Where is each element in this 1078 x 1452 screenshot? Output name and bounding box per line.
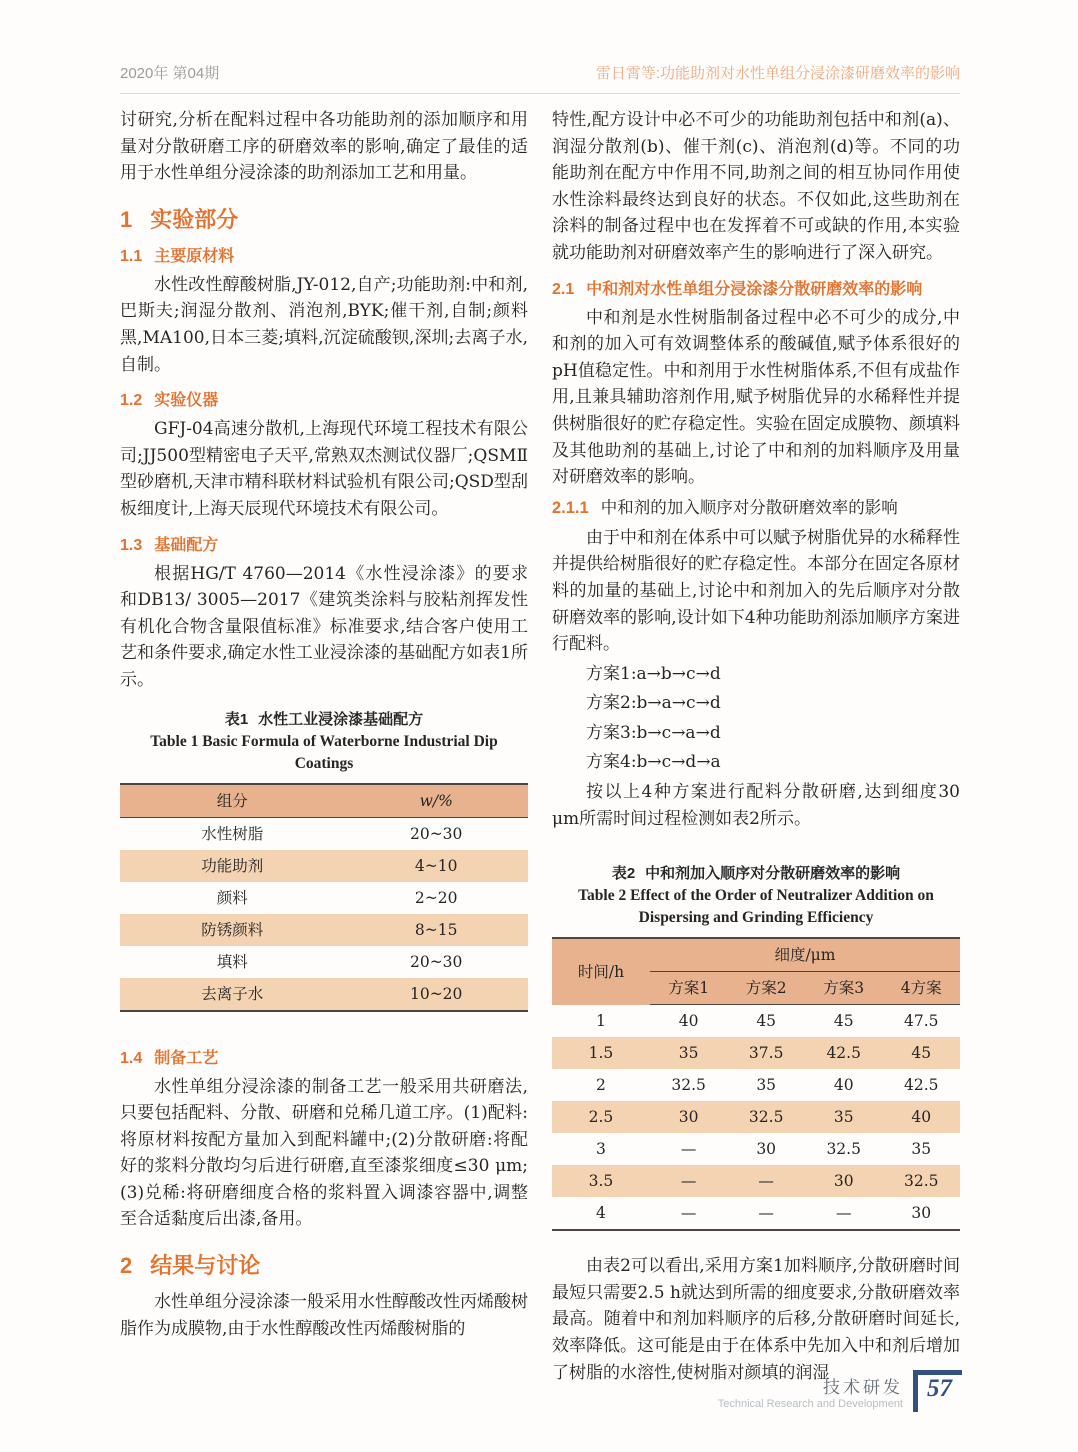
section-number: 2 (120, 1253, 133, 1279)
section-1-3-heading (120, 532, 528, 555)
footer-labels (718, 1370, 903, 1412)
right-column (552, 107, 960, 1386)
formula-paragraph: 根据HG/T 4760—2014《水性浸涂漆》的要求和DB13/ 3005—2017《建筑类涂料与胶粘剂挥发性有机化合物含量限值标准》标准要求,结合客户使用工艺和条件要求,确定水性工业浸涂漆的基础配方如表1所示。 (120, 563, 528, 690)
section-number: 2.1 (552, 280, 575, 298)
table-row (552, 1069, 960, 1101)
section-1-4-heading (120, 1045, 528, 1068)
table2-col-time: 时间/h (552, 938, 650, 1005)
section-title: 中和剂的加入顺序对分散研磨效率的影响 (600, 497, 898, 517)
table-row (120, 850, 528, 882)
results-intro-paragraph: 水性单组分浸涂漆一般采用水性醇酸改性丙烯酸树脂作为成膜物,由于水性醇酸改性丙烯酸树脂的 (120, 1292, 528, 1339)
cell-value: 30 (756, 1140, 777, 1159)
cell-w: 8~15 (344, 914, 528, 946)
section-number: 1.1 (120, 247, 143, 265)
cell-component: 去离子水 (120, 978, 344, 1011)
section-title: 主要原材料 (154, 247, 235, 265)
cell-w: 20~30 (409, 824, 463, 843)
cell-component: 填料 (216, 952, 248, 971)
section-1-2-heading (120, 387, 528, 410)
table1-col-w: w/% (344, 784, 528, 818)
table1-caption-en-line1: Table 1 Basic Formula of Waterborne Industrial Dip (150, 732, 498, 750)
cell-value: 35 (650, 1037, 728, 1069)
cell-time: 1.5 (552, 1037, 650, 1069)
order-paragraph: 由于中和剂在体系中可以赋予树脂优异的水稀释性并提供给树脂很好的贮存稳定性。本部分在固定各原材料的加量的基础上,讨论中和剂加入的先后顺序对分散研磨效率的影响,设计如下4种功能助剂添加顺序方案进行配料。 (552, 527, 960, 655)
table2-number: 表2 (611, 865, 636, 883)
table1-caption-en-line2: Coatings (294, 754, 354, 772)
cell-value: 45 (833, 1012, 854, 1031)
table2-col-scheme1: 方案1 (650, 972, 728, 1005)
cell-value: 40 (678, 1012, 699, 1031)
section-number: 2.1.1 (552, 498, 589, 517)
section-number: 1.2 (120, 392, 143, 410)
table-row (120, 978, 528, 1011)
cell-component: 水性树脂 (201, 824, 264, 843)
cell-value: — (650, 1165, 728, 1197)
page-number: 57 (913, 1370, 962, 1412)
materials-paragraph: 水性改性醇酸树脂,JY-012,自产;功能助剂:中和剂,巴斯夫;润湿分散剂、消泡剂,BYK;催干剂,自制;颜料黑,MA100,日本三菱;填料,沉淀硫酸钡,深圳;去离子水,自制。 (120, 274, 528, 375)
cell-value: — (680, 1204, 697, 1223)
section-title: 中和剂对水性单组分浸涂漆分散研磨效率的影响 (586, 280, 923, 298)
issue-label: 2020年 第04期 (120, 65, 220, 82)
table1-basic-formula (120, 783, 528, 1012)
table-row (120, 817, 528, 850)
cell-value: 30 (911, 1204, 932, 1223)
spacer (120, 1012, 528, 1036)
table2-col-scheme2: 方案2 (727, 972, 805, 1005)
cell-value: 45 (882, 1037, 960, 1069)
cell-time: 1 (596, 1012, 606, 1030)
scheme-1: 方案1:a→b→c→d (586, 663, 721, 684)
table2-col-scheme3: 方案3 (805, 972, 883, 1005)
section-number: 1 (120, 206, 133, 232)
cell-value: 35 (805, 1101, 883, 1133)
section-2-heading (120, 1249, 528, 1280)
cell-component: 防锈颜料 (120, 914, 344, 946)
cell-value: 40 (882, 1101, 960, 1133)
spacer (552, 1231, 960, 1253)
cell-value: 35 (911, 1140, 932, 1159)
cell-w: 2~20 (414, 888, 458, 907)
cell-value: 32.5 (727, 1101, 805, 1133)
cell-value: 35 (756, 1076, 777, 1095)
cell-component: 功能助剂 (120, 850, 344, 882)
cell-value: — (680, 1140, 697, 1159)
section-title: 制备工艺 (154, 1049, 219, 1067)
table1-caption-zh (120, 708, 528, 729)
table1-number: 表1 (224, 710, 249, 728)
cell-time: 3.5 (552, 1165, 650, 1197)
section-2-1-1-heading (552, 495, 960, 521)
cell-value: 32.5 (882, 1165, 960, 1197)
neutralizer-paragraph: 中和剂是水性树脂制备过程中必不可少的成分,中和剂的加入可有效调整体系的酸碱值,赋予体系很好的pH值稳定性。中和剂用于水性树脂体系,不但有成盐作用,且兼具辅助溶剂作用,赋予树脂优异的水稀释性并提供树脂很好的贮存稳定性。实验在固定成膜物、颜填料及其他助剂的基础上,讨论了中和剂的加料顺序及用量对研磨效率的影响。 (552, 307, 960, 488)
schemes-follow-paragraph: 按以上4种方案进行配料分散研磨,达到细度30 μm所需时间过程检测如表2所示。 (552, 782, 960, 829)
cell-value: 30 (805, 1165, 883, 1197)
cell-time: 2.5 (552, 1101, 650, 1133)
footer-label-en: Technical Research and Development (717, 1398, 903, 1410)
table2-col-fineness: 细度/μm (650, 938, 960, 972)
cell-time: 4 (596, 1204, 606, 1223)
left-column (120, 107, 528, 1386)
cell-value: 47.5 (903, 1012, 939, 1031)
table1-title-zh: 水性工业浸涂漆基础配方 (258, 710, 424, 728)
table2-caption-zh (552, 862, 960, 883)
table-row (120, 882, 528, 914)
two-column-body (120, 107, 960, 1386)
table-row (120, 946, 528, 978)
intro-continuation-paragraph: 讨研究,分析在配料过程中各功能助剂的添加顺序和用量对分散研磨工序的研磨效率的影响,确定了最佳的适用于水性单组分浸涂漆的助剂添加工艺和用量。 (120, 110, 528, 184)
table-row (120, 914, 528, 946)
section-number: 1.3 (120, 536, 143, 554)
section-title: 结果与讨论 (150, 1253, 261, 1279)
cell-value: 32.5 (826, 1140, 861, 1159)
cell-value: 30 (650, 1101, 728, 1133)
page-header (120, 62, 960, 94)
cell-w: 20~30 (409, 952, 463, 971)
footer-label-zh: 技术研发 (823, 1378, 903, 1397)
table-row (552, 1133, 960, 1165)
section-title: 基础配方 (154, 536, 219, 554)
cell-value: 32.5 (671, 1076, 706, 1095)
section-title: 实验部分 (150, 206, 239, 232)
table2-caption-en-line2: Dispersing and Grinding Efficiency (638, 909, 874, 927)
scheme-3: 方案3:b→c→a→d (586, 722, 721, 743)
table2-header-row1 (552, 938, 960, 972)
cell-time: 3 (596, 1140, 606, 1159)
table-row (552, 1165, 960, 1197)
cell-w: 10~20 (344, 978, 528, 1011)
cell-value: 45 (756, 1012, 777, 1031)
table2-grinding-efficiency (552, 937, 960, 1231)
cell-w: 4~10 (344, 850, 528, 882)
cell-time: 2 (596, 1076, 606, 1095)
table2-col-scheme4: 4方案 (882, 972, 960, 1005)
table-row (552, 1037, 960, 1069)
table-row (552, 1101, 960, 1133)
table2-title-zh: 中和剂加入顺序对分散研磨效率的影响 (645, 865, 901, 883)
page-footer (718, 1370, 962, 1412)
table-row (552, 1005, 960, 1038)
section-number: 1.4 (120, 1049, 143, 1067)
section-1-1-heading (120, 243, 528, 266)
scheme-4: 方案4:b→c→d→a (586, 752, 721, 773)
table1-col-component: 组分 (120, 784, 344, 818)
cell-value: 42.5 (903, 1076, 939, 1095)
conclusion-paragraph: 由表2可以看出,采用方案1加料顺序,分散研磨时间最短只需要2.5 h就达到所需的细度要求,分散研磨效率最高。随着中和剂加料顺序的后移,分散研磨时间延长,效率降低。这可能是由于在体系中先加入中和剂后增加了树脂的水溶性,使树脂对颜填的润湿 (552, 1256, 960, 1383)
table-row (552, 1197, 960, 1230)
section-1-heading (120, 203, 528, 234)
instruments-paragraph: GFJ-04高速分散机,上海现代环境工程技术有限公司;JJ500型精密电子天平,常熟双杰测试仪器厂;QSMⅡ型砂磨机,天津市精科联材料试验机有限公司;QSD型刮板细度计,上海天辰现代环境技术有限公司。 (120, 419, 528, 519)
cell-component: 颜料 (216, 888, 248, 907)
cell-value: — (835, 1204, 852, 1223)
table2-caption-en-line1: Table 2 Effect of the Order of Neutralizer Addition on (578, 887, 934, 905)
cell-value: 42.5 (805, 1037, 883, 1069)
running-title: 雷日霄等:功能助剂对水性单组分浸涂漆研磨效率的影响 (595, 65, 960, 82)
process-paragraph: 水性单组分浸涂漆的制备工艺一般采用共研磨法,只要包括配料、分散、研磨和兑稀几道工序。(1)配料:将原材料按配方量加入到配料罐中;(2)分散研磨:将配好的浆料分散均匀后进行研磨,直至漆浆细度≤30 μm;(3)兑稀:将研磨细度合格的浆料置入调漆容器中,调整至合适黏度后出漆,备用。 (120, 1076, 528, 1230)
cell-value: — (727, 1165, 805, 1197)
table1-caption-en (120, 731, 528, 775)
continuation-paragraph: 特性,配方设计中必不可少的功能助剂包括中和剂(a)、润湿分散剂(b)、催干剂(c)、消泡剂(d)等。不同的功能助剂在配方中作用不同,助剂之间的相互协同作用使水性涂料最终达到良好的状态。不仅如此,这些助剂在涂料的制备过程中也在发挥着不可或缺的作用,本实验就功能助剂对研磨效率产生的影响进行了深入研究。 (552, 110, 960, 263)
table1-header-row (120, 784, 528, 818)
cell-value: 37.5 (727, 1037, 805, 1069)
section-2-1-heading (552, 276, 960, 299)
cell-value: 40 (833, 1076, 854, 1095)
scheme-2: 方案2:b→a→c→d (586, 693, 721, 714)
cell-value: — (758, 1204, 774, 1223)
table2-caption-en (552, 885, 960, 929)
section-title: 实验仪器 (154, 392, 219, 410)
